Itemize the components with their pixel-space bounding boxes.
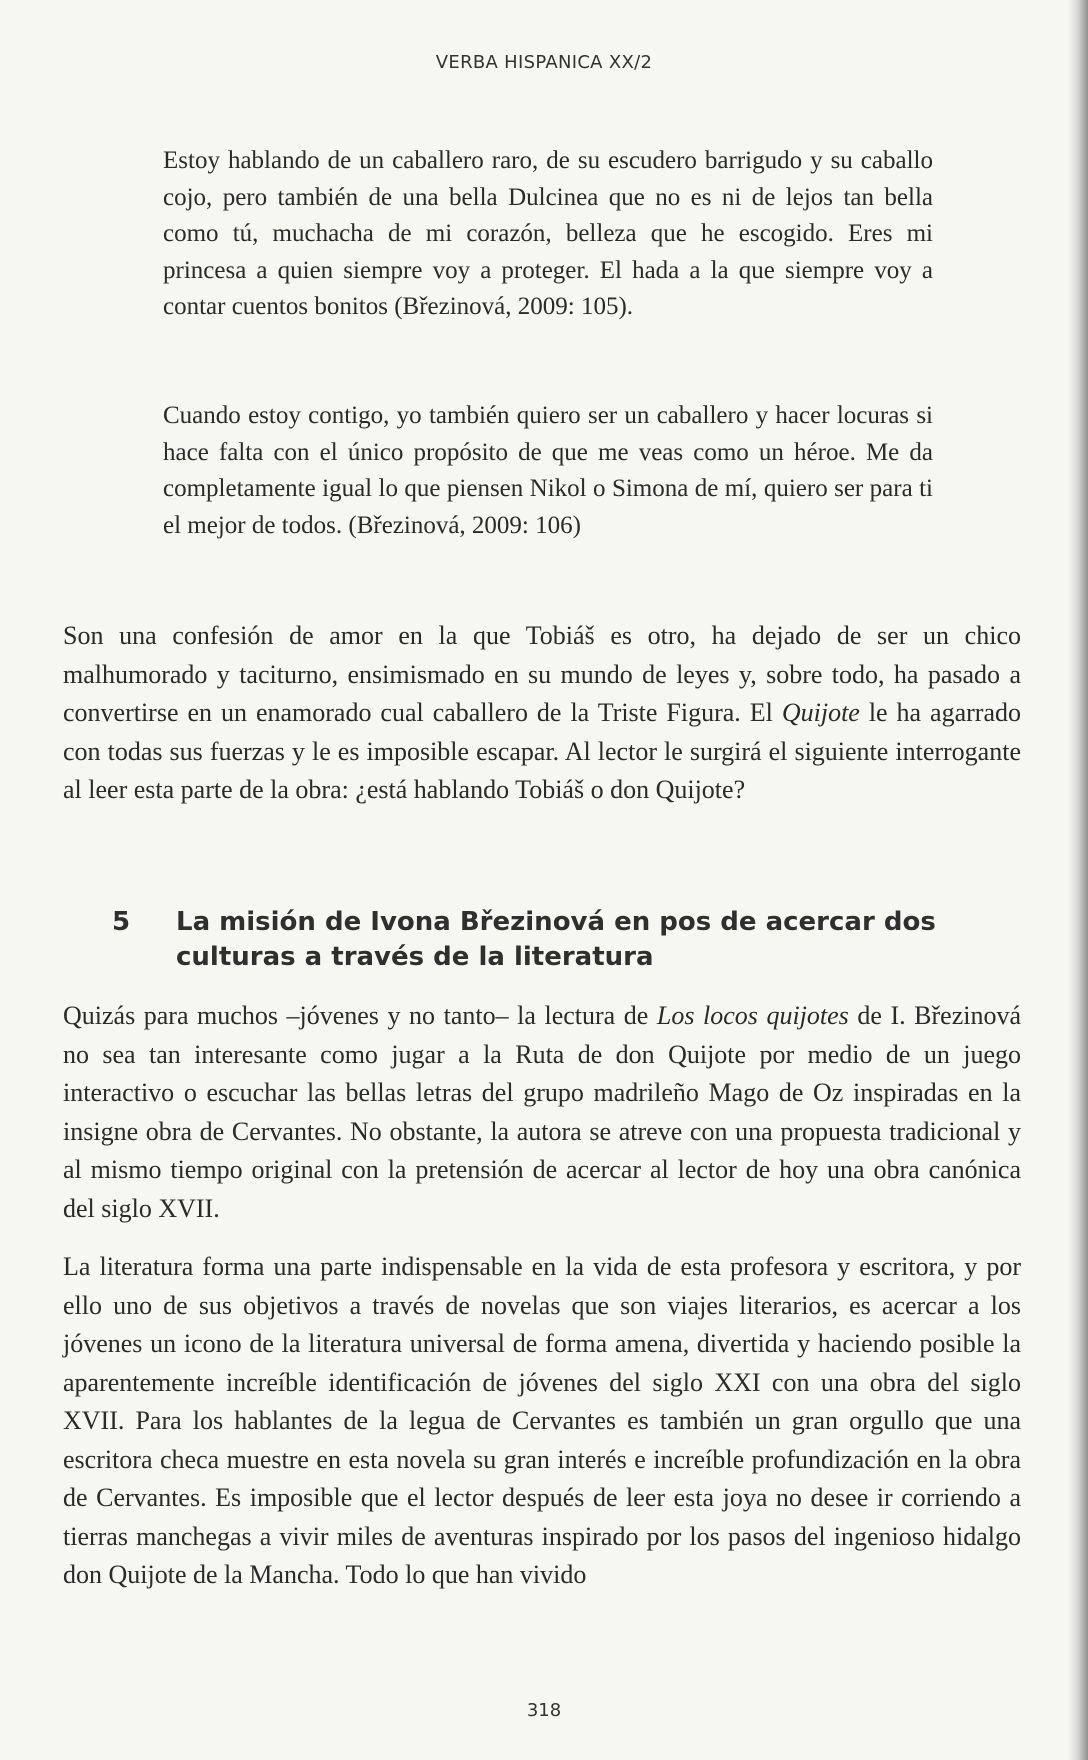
- para2-text-end: de I. Březinová no sea tan interesante como jugar a la Ruta de don Quijote por medio de un juego interactivo o escuchar las bellas letras del grupo madrileño Mago de Oz inspiradas en la insigne obra de Cervantes. No obstante, la autora se atreve con una propuesta tradicional y al mismo tiempo original con la pretensión de acercar al lector de hoy una obra canónica del siglo XVII.: [63, 1001, 1022, 1223]
- body-paragraph-2: [63, 997, 1021, 1228]
- para2-italic-title: Los locos quijotes: [656, 1001, 849, 1030]
- para1-text-end: le ha agarrado con todas sus fuerzas y le es imposible escapar. Al lector le surgirá el siguiente interrogante al leer esta parte de la obra: ¿está hablando Tobiáš o don Quijote?: [63, 698, 1021, 804]
- running-header: VERBA HISPANICA XX/2: [435, 52, 653, 73]
- page-edge-shadow: [1068, 0, 1088, 1760]
- section-number: 5: [112, 907, 131, 937]
- section-heading: [112, 905, 972, 975]
- para2-text-start: Quizás para muchos –jóvenes y no tanto– la lectura de: [63, 1001, 657, 1030]
- body-paragraph-3: La literatura forma una parte indispensable en la vida de esta profesora y escritora, y por ello uno de sus objetivos a través de novelas que son viajes literarios, es acercar a los jóvenes un icono de la literatura universal de forma amena, divertida y haciendo posible la aparentemente increíble identificación de jóvenes del siglo XXI con una obra del siglo XVII. Para los hablantes de la legua de Cervantes es también un gran orgullo que una escritora checa muestre en esta novela su gran interés e increíble profundización en la obra de Cervantes. Es imposible que el lector después de leer esta joya no desee ir corriendo a tierras manchegas a vivir miles de aventuras inspirado por los pasos del ingenioso hidalgo don Quijote de la Mancha. Todo lo que han vivido: [63, 1252, 1021, 1589]
- page-number: 318: [526, 1700, 562, 1721]
- body-paragraph-1: [63, 617, 1021, 810]
- block-quote-1: Estoy hablando de un caballero raro, de su escudero barrigudo y su caballo cojo, pero también de una bella Dulcinea que no es ni de lejos tan bella como tú, muchacha de mi corazón, belleza que he escogido. Eres mi princesa a quien siempre voy a proteger. El hada a la que siempre voy a contar cuentos bonitos (Březinová, 2009: 105).: [163, 147, 933, 320]
- para1-text-start: Son una confesión de amor en la que Tobiáš es otro, ha dejado de ser un chico malhumorado y taciturno, ensimismado en su mundo de leyes y, sobre todo, ha pasado a convertirse en un enamorado cual caballero de la Triste Figura. El: [63, 621, 1021, 727]
- para1-italic-title: Quijote: [781, 698, 860, 727]
- block-quote-2: Cuando estoy contigo, yo también quiero ser un caballero y hacer locuras si hace falta con el único propósito de que me veas como un héroe. Me da completamente igual lo que piensen Nikol o Simona de mí, quiero ser para ti el mejor de todos. (Březinová, 2009: 106): [163, 402, 933, 539]
- section-title: La misión de Ivona Březinová en pos de acercar dos culturas a través de la literatura: [176, 907, 936, 972]
